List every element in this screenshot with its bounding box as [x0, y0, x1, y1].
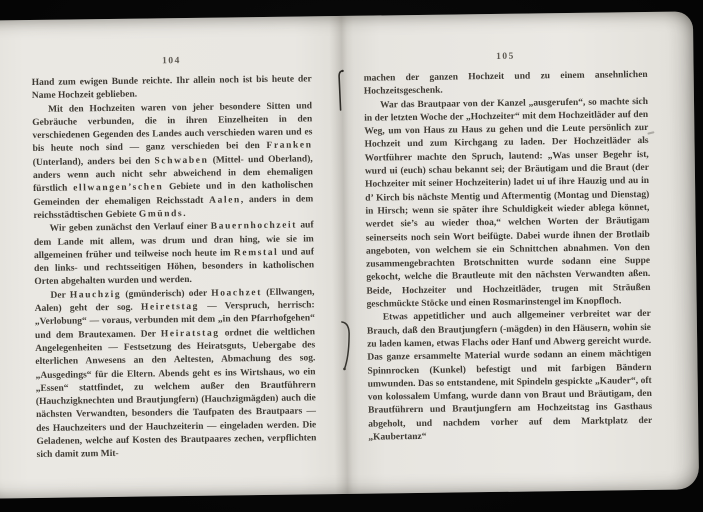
gutter-pen-stroke-icon [335, 68, 348, 114]
page-right [363, 12, 653, 443]
paragraph: Etwas appetitlicher und auch allgemeiner verbreitet war der Brauch, daß den Brautjungfern (-mägden) in den Häusern, wohin sie zu laden kamen, etwas Flachs oder Hanf und Abwerg gereicht wurde. Das ganze ersammelte Material wurde sodann an einem mächtigen Spinnrocken (Kunkel) befestigt und mit farbigen Bändern umwunden. Das so entstandene, mit Spindeln gespickte „Kauder“, oft von kolossalem Umfang, wurde dann von Braut und Bräutigam, den Brautführern und Brautjungfern am Hochzeitstag ins Gasthaus abgeholt, und nachdem vorher auf dem Marktplatz der „Kaubertanz“ [366, 309, 653, 443]
gutter-pen-bracket-icon [339, 319, 356, 375]
page-left [31, 16, 317, 461]
book-spread [0, 11, 699, 498]
paragraph: Hand zum ewigen Bunde reichte. Ihr allein noch ist bis heute der Name Hochzeit geblieben. [31, 74, 312, 102]
page-left-text-block [32, 73, 317, 462]
paragraph: Mit den Hochzeiten waren von jeher besondere Sitten und Gebräuche verbunden, die in ihren Einzelheiten in den verschiedenen Gegenden des Landes auch verschieden waren und es bis heute noch sind — ganz verschieden bei den Franken (Unterland), anders bei den Schwaben (Mittel- und Oberland), anders wenn auch nicht sehr abweichend in dem ehemaligen fürstlich ellwangen’schen Gebiete und in den katholischen Gemeinden der ehemaligen Reichsstadt Aalen, anders in dem reichsstädtischen Gebiete Gmünds. [32, 100, 314, 221]
paragraph: machen der ganzen Hochzeit und zu einem ansehnlichen Hochzeitsgeschenk. [363, 69, 648, 97]
stray-smudge [647, 131, 654, 134]
paragraph: Wir geben zunächst den Verlauf einer Bauernhochzeit auf dem Lande mit allem, was drum und dran hing, wie sie im allgemeinen früher und teilweise noch heute im Remstal und auf den links- und rechtsseitigen Höhen, besonders in katholischen Orten abgehalten wurden und werden. [33, 220, 315, 288]
paragraph: Der Hauchzig (gmünderisch) oder Hoachzet (Ellwangen, Aalen) geht der sog. Heiretstag — Verspruch, herrisch: „Verlobung“ — voraus, verbunden mit dem „in den Pfarrhofgehen“ und dem Brautexamen. Der Heiratstag ordnet die weltlichen Angelegenheiten — Festsetzung des Heiratsguts, Uebergabe des elterlichen Anwesens an den Aeltesten, Abmachung des sog. „Ausgedings“ für die Eltern. Abends geht es ins Wirtshaus, wo ein „Essen“ stattfindet, zu welchem außer den Brautführern (Hauchzigknechten und Brautjungfern) (Hauchzigmägden) auch die nächsten Verwandten, besonders die Taufpaten des Brautpaars — des Hauchzeiters und der Hauchzeiterin — eingeladen werden. Die Geladenen, welche auf Kosten des Brautpaares zechen, verpflichten sich damit zum Mit- [34, 287, 317, 461]
paragraph: War das Brautpaar von der Kanzel „ausgerufen“, so machte sich in der letzten Woche der „Hochzeiter“ mit dem Hochzeitläder auf den Weg, um von Haus zu Haus zu gehen und die Leute persönlich zur Hochzeit und zum Kirchgang zu laden. Der Hochzeitläder als Wortführer machte den Spruch, lautend: „Was unser Begehr ist, wurd ui (euch) schau bekannt sei; der Bräutigam und die Braut (der Hochzeiter mit seiner Hochzeiterin) ladet ui uf ihre Hauzig und au in d’ Kirch bis nächste Mentig und Aftermentig (Montag und Dienstag) in Hirsch; wenn sie später ihre Schuldigkeit wieder ablega könnet, werdet sie’s au wieder thoa,“ welchen Worten der Bräutigam seinerseits noch sein Wort beifügte. Dabei wurde ihnen der Brotlaib angeboten, von welchem sie ein Schnittchen abnahmen. Von den zusammengebrachten Brotschnitten wurde sodann eine Suppe gekocht, welche die Brautleute mit den nächsten Verwandten aßen. Beide, Hochzeiter und Hochzeitläder, trugen mit Sträußen geschmückte Stöcke und einen Rosmarinstengel im Knopfloch. [364, 96, 651, 310]
page-number-right: 105 [495, 51, 515, 62]
page-number-left: 104 [162, 56, 181, 67]
page-right-text-block [364, 69, 653, 445]
